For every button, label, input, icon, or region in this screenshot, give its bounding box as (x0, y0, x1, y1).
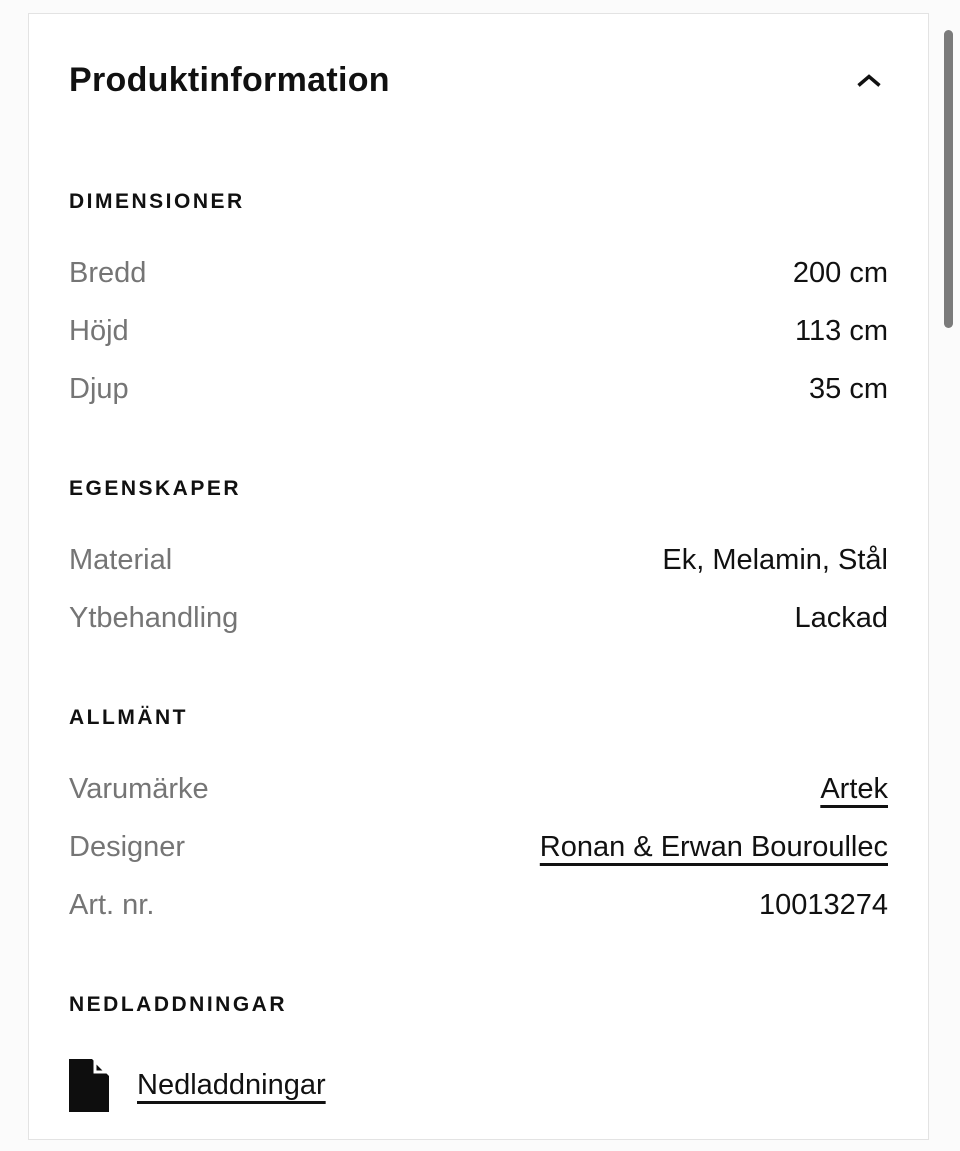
spec-label: Varumärke (69, 773, 209, 805)
spec-value: Ek, Melamin, Stål (662, 544, 888, 576)
spec-label: Djup (69, 373, 129, 405)
spec-value: 200 cm (792, 257, 888, 289)
spec-value: Lackad (794, 602, 888, 634)
spec-value: 10013274 (758, 889, 888, 921)
spec-row-material (69, 543, 888, 578)
section-dimensions (69, 189, 888, 407)
spec-row-varumarke (69, 772, 888, 807)
chevron-up-icon[interactable] (850, 69, 888, 92)
spec-value: 35 cm (809, 373, 888, 405)
brand-link[interactable]: Artek (820, 773, 888, 805)
section-downloads (69, 992, 888, 1112)
spec-label: Designer (69, 831, 186, 863)
download-row (69, 1059, 888, 1112)
spec-label: Art. nr. (69, 889, 155, 921)
section-heading-downloads: NEDLADDNINGAR (69, 993, 287, 1016)
panel-title: Produktinformation (69, 61, 390, 99)
section-properties (69, 476, 888, 636)
spec-row-hojd (69, 314, 888, 349)
designer-link[interactable]: Ronan & Erwan Bouroullec (539, 831, 888, 863)
spec-row-ytbehandling (69, 601, 888, 636)
spec-label: Bredd (69, 257, 147, 289)
spec-row-designer (69, 830, 888, 865)
section-heading-properties: EGENSKAPER (69, 477, 242, 500)
section-general (69, 705, 888, 923)
spec-value: 113 cm (795, 315, 888, 347)
spec-label: Höjd (69, 315, 129, 347)
document-icon[interactable] (69, 1059, 109, 1112)
section-heading-general: ALLMÄNT (69, 706, 188, 729)
scrollbar-thumb[interactable] (944, 30, 953, 328)
spec-label: Ytbehandling (69, 602, 239, 634)
downloads-link[interactable]: Nedladdningar (137, 1069, 326, 1101)
panel-header[interactable] (69, 60, 888, 101)
spec-row-artnr (69, 888, 888, 923)
spec-row-bredd (69, 256, 888, 291)
product-info-panel (28, 13, 929, 1140)
section-heading-dimensions: DIMENSIONER (69, 190, 245, 213)
spec-row-djup (69, 372, 888, 407)
spec-label: Material (69, 544, 173, 576)
